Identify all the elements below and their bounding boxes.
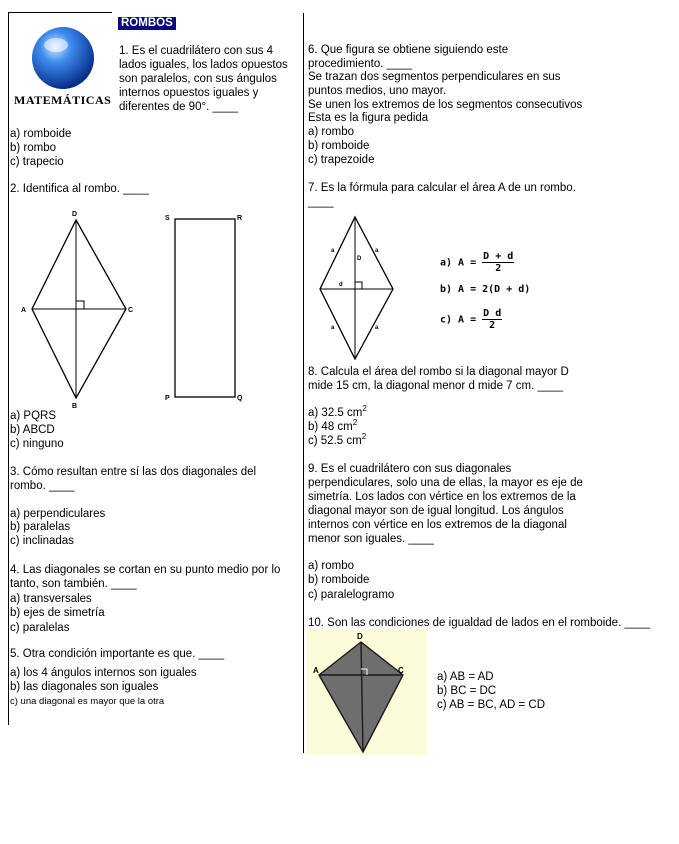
q7-formula-a-den: 2 <box>495 263 502 274</box>
q6-option-c: c) trapezoide <box>308 154 375 166</box>
q5-question: 5. Otra condición importante es que. ____ <box>10 648 225 660</box>
q8-option-a-exponent: 2 <box>362 404 367 414</box>
q6-line-1: 6. Que figura se obtiene siguiendo este <box>308 44 509 56</box>
q7-line-2: ____ <box>308 196 334 208</box>
q9-line-6: menor son iguales. ____ <box>308 533 434 545</box>
q7-line-1: 7. Es la fórmula para calcular el área A de un rombo. <box>308 182 576 194</box>
q1-option-c: c) trapecio <box>10 156 64 168</box>
q10-kite-figure <box>307 630 427 755</box>
q8-option-a <box>308 404 367 421</box>
q7-formula-b: b) A = 2(D + d) <box>440 284 531 295</box>
q2-option-c: c) ninguno <box>10 438 64 450</box>
q7-fig-label-d-big: D <box>357 256 362 262</box>
q7-formula-a <box>440 251 514 274</box>
q7-formula-c <box>440 308 502 331</box>
q10-question: 10. Son las condiciones de igualdad de lados en el romboide. ____ <box>308 617 651 629</box>
q10-label-d: D <box>357 632 363 641</box>
rhombus-label-b: B <box>72 403 78 410</box>
q10-label-c: C <box>398 666 404 675</box>
q9-line-3: simetría. Los lados con vértice en los extremos de la <box>308 491 576 503</box>
q7-fig-label-a4: a <box>375 325 379 331</box>
q3-line-2: rombo. ____ <box>10 480 75 492</box>
q4-option-a: a) transversales <box>10 593 92 605</box>
q4-option-c: c) paralelas <box>10 622 70 634</box>
q4-option-b: b) ejes de simetría <box>10 607 105 619</box>
q10-option-b: b) BC = DC <box>437 685 497 697</box>
rectangle-pqrs-figure <box>160 210 250 405</box>
rhombus-label-c: C <box>128 307 134 314</box>
rect-label-p: P <box>165 395 170 402</box>
q6-line-5: Se unen los extremos de los segmentos consecutivos <box>308 99 583 111</box>
q7-fig-label-a1: a <box>331 248 335 254</box>
q10-label-a: A <box>313 666 319 675</box>
q7-formula-a-fraction <box>482 251 514 274</box>
q1-line-5: diferentes de 90°. ____ <box>119 101 239 113</box>
q9-option-c: c) paralelogramo <box>308 589 395 601</box>
page-title: ROMBOS <box>118 17 176 30</box>
q8-line-2: mide 15 cm, la diagonal menor d mide 7 cm. ____ <box>308 380 564 392</box>
q6-option-a: a) rombo <box>308 126 355 138</box>
q5-option-b: b) las diagonales son iguales <box>10 681 159 693</box>
math-sphere-logo <box>30 25 96 91</box>
q6-line-4: puntos medios, uno mayor. <box>308 85 447 97</box>
q7-formula-c-den: 2 <box>489 320 496 331</box>
q2-option-a: a) PQRS <box>10 410 57 422</box>
q9-line-2: perpendiculares, solo una de ellas, la mayor es eje de <box>308 477 583 489</box>
q7-formula-a-prefix: a) A = <box>440 257 477 269</box>
q1-line-3: son paralelos, con sus ángulos <box>119 73 277 85</box>
q1-line-1: 1. Es el cuadrilátero con sus 4 <box>119 45 274 57</box>
q8-option-b <box>308 418 358 435</box>
q4-line-2: tanto, son también. ____ <box>10 578 137 590</box>
q3-option-c: c) inclinadas <box>10 535 74 547</box>
q7-fig-label-d-small: d <box>339 282 343 288</box>
q6-line-6: Esta es la figura pedida <box>308 112 429 124</box>
rect-label-s: S <box>165 215 170 222</box>
q8-option-b-text: b) 48 cm <box>308 421 353 433</box>
q3-option-a: a) perpendiculares <box>10 508 106 520</box>
q9-line-1: 9. Es el cuadrilátero con sus diagonales <box>308 463 512 475</box>
rhombus-label-d: D <box>72 211 78 218</box>
q1-option-a: a) romboide <box>10 128 72 140</box>
rhombus-label-a: A <box>21 307 27 314</box>
q5-option-c: c) una diagonal es mayor que la otra <box>10 696 165 707</box>
header-underline <box>8 12 112 13</box>
q7-formula-c-prefix: c) A = <box>440 314 477 326</box>
rhombus-abcd-figure <box>16 205 141 410</box>
q9-option-b: b) romboide <box>308 574 370 586</box>
q7-formula-c-fraction <box>482 308 502 331</box>
left-border <box>8 13 9 725</box>
rect-label-r: R <box>237 215 243 222</box>
q4-line-1: 4. Las diagonales se cortan en su punto medio por lo <box>10 564 281 576</box>
q8-line-1: 8. Calcula el área del rombo si la diagonal mayor D <box>308 366 569 378</box>
q3-line-1: 3. Cómo resultan entre sí las dos diagonales del <box>10 466 257 478</box>
rect-label-q: Q <box>237 395 243 402</box>
q8-option-a-text: a) 32.5 cm <box>308 407 363 419</box>
q7-fig-label-a3: a <box>331 325 335 331</box>
q7-formula-c-num: D d <box>483 308 502 319</box>
q1-line-4: internos opuestos iguales y <box>119 87 259 99</box>
q6-option-b: b) romboide <box>308 140 370 152</box>
q1-line-2: lados iguales, los lados opuestos <box>119 59 288 71</box>
column-divider <box>303 13 304 753</box>
q10-option-c: c) AB = BC, AD = CD <box>437 699 546 711</box>
q8-option-c-text: c) 52.5 cm <box>308 435 362 447</box>
q8-option-c <box>308 432 367 449</box>
q8-option-b-exponent: 2 <box>352 418 358 428</box>
q6-line-3: Se trazan dos segmentos perpendiculares en sus <box>308 71 561 83</box>
q8-option-c-exponent: 2 <box>361 432 367 442</box>
q6-line-2: procedimiento. ____ <box>308 58 413 70</box>
q1-option-b: b) rombo <box>10 142 57 154</box>
q9-option-a: a) rombo <box>308 560 355 572</box>
q3-option-b: b) paralelas <box>10 521 71 533</box>
q9-line-4: diagonal mayor son de igual longitud. Los ángulos <box>308 505 564 517</box>
q10-option-a: a) AB = AD <box>437 671 494 683</box>
logo-text: MATEMÁTICAS <box>14 93 112 107</box>
q5-option-a: a) los 4 ángulos internos son iguales <box>10 667 197 679</box>
q7-fig-label-a2: a <box>375 248 379 254</box>
q7-formula-a-num: D + d <box>483 251 514 262</box>
q9-line-5: internos con vértice en los extremos de la diagonal <box>308 519 567 531</box>
q7-rhombus-figure <box>315 212 405 362</box>
q2-option-b: b) ABCD <box>10 424 55 436</box>
q2-question: 2. Identifica al rombo. ____ <box>10 183 149 195</box>
